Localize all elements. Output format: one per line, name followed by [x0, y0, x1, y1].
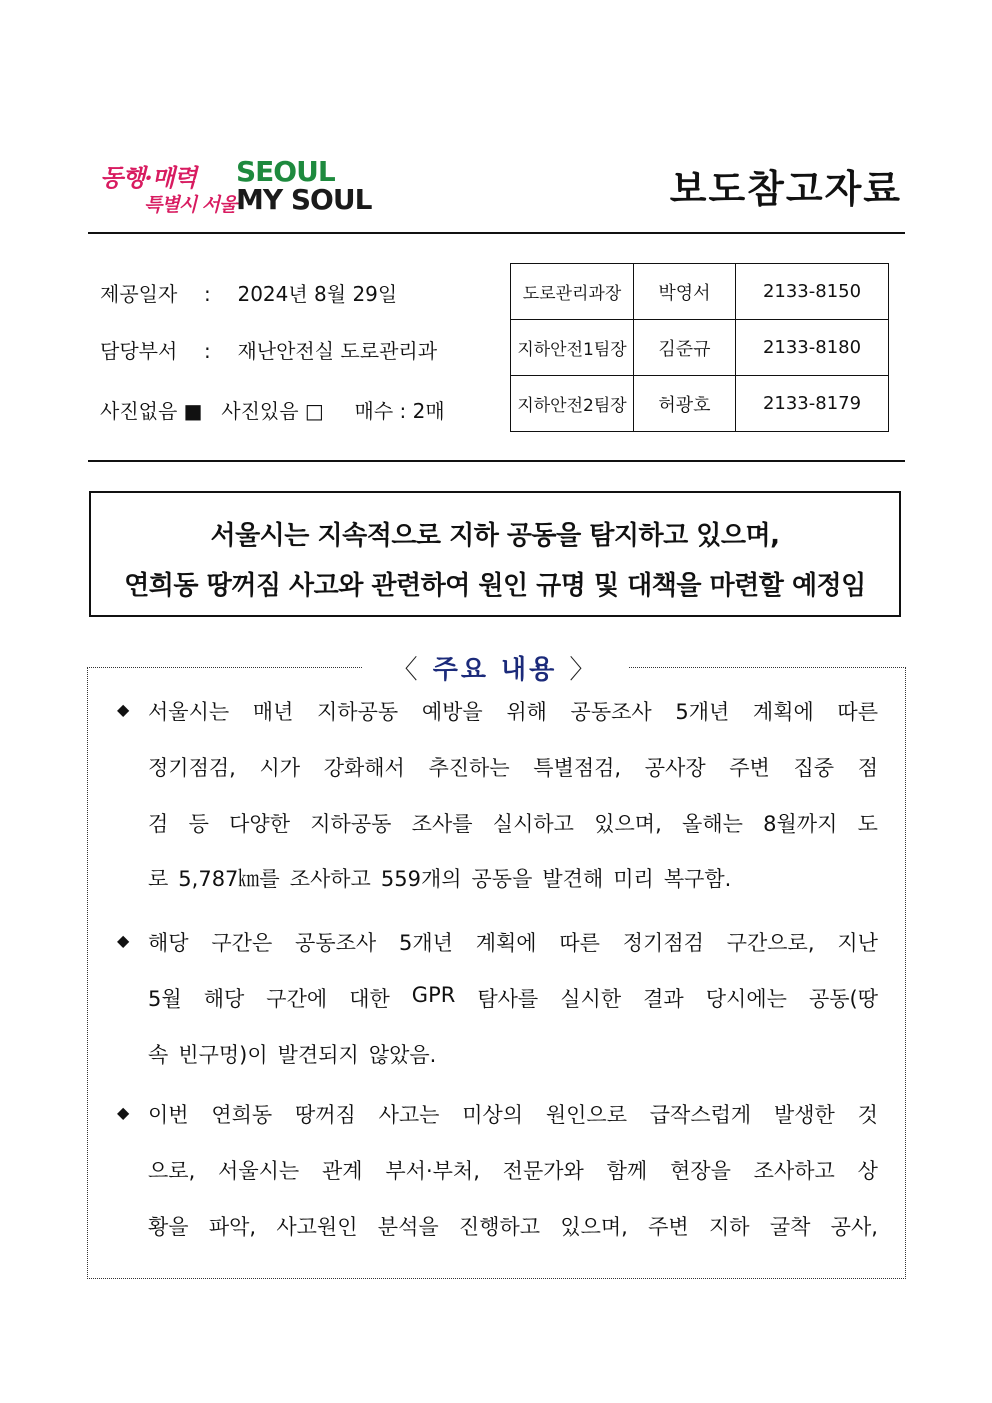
bullet-word: 땅꺼짐 [294, 1103, 356, 1127]
summary-title [362, 650, 628, 690]
bullet-1-line-4 [148, 863, 878, 893]
bullet-word: 파악, [208, 1215, 257, 1239]
document-type-title: 보도참고자료 [669, 167, 902, 211]
page-count-label: 매수 [354, 399, 394, 423]
bullet-word: 분석을 [377, 1215, 439, 1239]
bullet-word: 발생한 [773, 1103, 835, 1127]
bullet-word: 서울시는 [218, 1159, 300, 1183]
bullet-word: 등 [188, 812, 209, 836]
bullet-word: 굴착 [769, 1215, 811, 1239]
bullet-word: 조사를 [411, 812, 473, 836]
dept-label: 담당부서 [100, 339, 178, 363]
summary-close-bracket: 〉 [569, 655, 599, 685]
bullet-word: 위해 [506, 700, 547, 724]
bullet-word: 연희동 [211, 1103, 273, 1127]
bullet-1-line-1 [148, 696, 878, 726]
bullet-word: 매년 [252, 700, 294, 724]
seoul-slogan-logo [100, 158, 237, 220]
bullet-word: 관계 [322, 1159, 363, 1183]
photo-some-checkbox: □ [304, 399, 324, 423]
dept-value: 재난안전실 도로관리과 [237, 339, 438, 363]
bullet-word: 공동조사 [295, 931, 377, 955]
bullet-word: 검 [148, 812, 169, 836]
top-divider [88, 232, 905, 234]
contact-phone: 2133-8180 [736, 320, 889, 376]
bullet-word: 구간에 [266, 987, 328, 1011]
bullet-word: 조사하고 [289, 867, 371, 891]
dept-row [100, 335, 437, 364]
bullet-word: 빈구멍)이 [178, 1043, 268, 1067]
bullet-word: 예방을 [421, 700, 483, 724]
bullet-word: GPR [411, 983, 456, 1007]
bullet-word: 강화해서 [323, 756, 405, 780]
bullet-word: 추진하는 [428, 756, 510, 780]
headline-line2: 연희동 땅꺼짐 사고와 관련하여 원인 규명 및 대책을 마련할 예정임 [124, 571, 866, 601]
bullet-word: 원인으로 [545, 1103, 627, 1127]
bullet-word: 다양한 [229, 812, 290, 836]
bullet-word: 결과 [643, 987, 684, 1011]
bullet-word: 구간으로, [726, 931, 815, 955]
bullet-word: 복구함. [663, 867, 732, 891]
bullet-word: 있으며, [594, 812, 662, 836]
contact-title: 도로관리과장 [511, 264, 634, 320]
photo-some-label: 사진있음 [221, 399, 299, 423]
photo-none-label: 사진없음 [100, 399, 178, 423]
bullet-word: 공동(땅 [808, 987, 878, 1011]
table-row [511, 320, 889, 376]
bullet-word: 실시하고 [492, 812, 574, 836]
bullet-word: 발견되지 [277, 1043, 359, 1067]
bullet-word: 해당 [203, 987, 245, 1011]
bullet-word: 지하 [708, 1215, 750, 1239]
bullet-word: 5개년 [675, 700, 730, 724]
contact-name: 박영서 [634, 264, 736, 320]
date-row [100, 278, 397, 307]
bullet-word: 현장을 [670, 1159, 731, 1183]
bullet-word: 않았음. [368, 1043, 437, 1067]
headline-line1: 서울시는 지속적으로 지하 공동을 탐지하고 있으며, [210, 521, 780, 551]
contact-name: 김준규 [634, 320, 736, 376]
bullet-word: 진행하고 [458, 1215, 541, 1239]
bullet-word: 지하공동 [310, 812, 392, 836]
bullet-word: 사고는 [378, 1103, 440, 1127]
bullet-word: 으로, [148, 1159, 196, 1183]
bullet-word: 서울시는 [148, 700, 230, 724]
headline-box [89, 491, 901, 617]
date-separator: : [204, 282, 211, 306]
brand-line1: SEOUL [236, 155, 335, 188]
bullet-1-line-2 [148, 752, 878, 782]
bullet-word: 공사, [830, 1215, 878, 1239]
bullet-word: 특별점검, [533, 756, 622, 780]
bullet-word: 5개년 [398, 931, 453, 955]
bullet-word: 구간은 [211, 931, 273, 955]
bullet-2-line-1 [148, 927, 878, 957]
bullet-word: 있으며, [560, 1215, 628, 1239]
bullet-word: 집중 [793, 756, 835, 780]
contact-title: 지하안전2팀장 [511, 376, 634, 432]
bullet-word: 조사하고 [753, 1159, 835, 1183]
brand-line2: MY SOUL [236, 183, 372, 216]
bullet-word: 황을 [148, 1215, 189, 1239]
bullet-word: 당시에는 [705, 987, 787, 1011]
bullet-word: 대한 [349, 987, 390, 1011]
summary-title-text: 주요 내용 [432, 655, 558, 685]
bullet-word: 로 [148, 867, 169, 891]
bullet-1-line-3 [148, 808, 878, 838]
bullet-word: 부서·부처, [385, 1159, 480, 1183]
date-value: 2024년 8월 29일 [237, 282, 398, 306]
bullet-word: 따른 [837, 700, 878, 724]
contact-phone: 2133-8179 [736, 376, 889, 432]
contact-name: 허광호 [634, 376, 736, 432]
bullet-word: 지하공동 [317, 700, 399, 724]
bullet-word: 발견해 [542, 867, 604, 891]
photo-row [100, 395, 445, 424]
bullet-word: 상 [857, 1159, 878, 1183]
contact-table [510, 263, 889, 432]
bullet-word: 점 [857, 756, 878, 780]
bullet-word: 전문가와 [502, 1159, 584, 1183]
bullet-diamond-icon: ◆ [117, 931, 130, 950]
contact-title: 지하안전1팀장 [511, 320, 634, 376]
bullet-word: 함께 [606, 1159, 648, 1183]
bullet-word: 정기점검, [148, 756, 236, 780]
bullet-word: 실시한 [560, 987, 622, 1011]
bullet-word: 도 [857, 812, 878, 836]
bullet-word: 공사장 [644, 756, 706, 780]
bullet-word: 미리 [613, 867, 654, 891]
meta-divider [88, 460, 905, 462]
bullet-2-line-3 [148, 1039, 878, 1069]
bullet-2-line-2 [148, 983, 878, 1013]
bullet-word: 속 [148, 1043, 169, 1067]
table-row [511, 376, 889, 432]
bullet-word: 것 [857, 1103, 878, 1127]
date-label: 제공일자 [100, 282, 178, 306]
bullet-word: 5월 [148, 987, 182, 1011]
bullet-word: 올해는 [682, 812, 743, 836]
bullet-word: 8월까지 [763, 812, 838, 836]
contact-phone: 2133-8150 [736, 264, 889, 320]
bullet-word: 공동을 [471, 867, 533, 891]
bullet-3-line-2 [148, 1155, 878, 1185]
bullet-word: 계획에 [475, 931, 537, 955]
bullet-word: 급작스럽게 [649, 1103, 752, 1127]
bullet-word: 정기점검 [622, 931, 704, 955]
seoul-my-soul-logo [236, 155, 372, 218]
bullet-word: 사고원인 [276, 1215, 358, 1239]
bullet-word: 미상의 [462, 1103, 524, 1127]
slogan-line1: 동행·매력 [100, 163, 197, 192]
bullet-word: 따른 [559, 931, 600, 955]
bullet-word: 지난 [837, 931, 878, 955]
bullet-word: 주변 [729, 756, 770, 780]
bullet-word: 해당 [148, 931, 189, 955]
summary-open-bracket: 〈 [391, 655, 421, 685]
bullet-word: 공동조사 [570, 700, 652, 724]
bullet-word: 5,787㎞를 [178, 867, 280, 891]
page-count-value: 2매 [412, 399, 445, 423]
bullet-diamond-icon: ◆ [117, 1103, 130, 1122]
bullet-word: 탐사를 [477, 987, 539, 1011]
table-row [511, 264, 889, 320]
photo-none-checkbox: ■ [183, 399, 203, 423]
slogan-line2: 특별시 서울 [144, 194, 237, 216]
bullet-3-line-1 [148, 1099, 878, 1129]
dept-separator: : [204, 339, 211, 363]
bullet-word: 계획에 [752, 700, 814, 724]
bullet-word: 559개의 [380, 867, 462, 891]
bullet-word: 시가 [259, 756, 301, 780]
page-count-separator: : [399, 399, 407, 423]
bullet-word: 주변 [648, 1215, 689, 1239]
bullet-diamond-icon: ◆ [117, 700, 130, 719]
bullet-word: 이번 [148, 1103, 189, 1127]
bullet-3-line-3 [148, 1211, 878, 1241]
